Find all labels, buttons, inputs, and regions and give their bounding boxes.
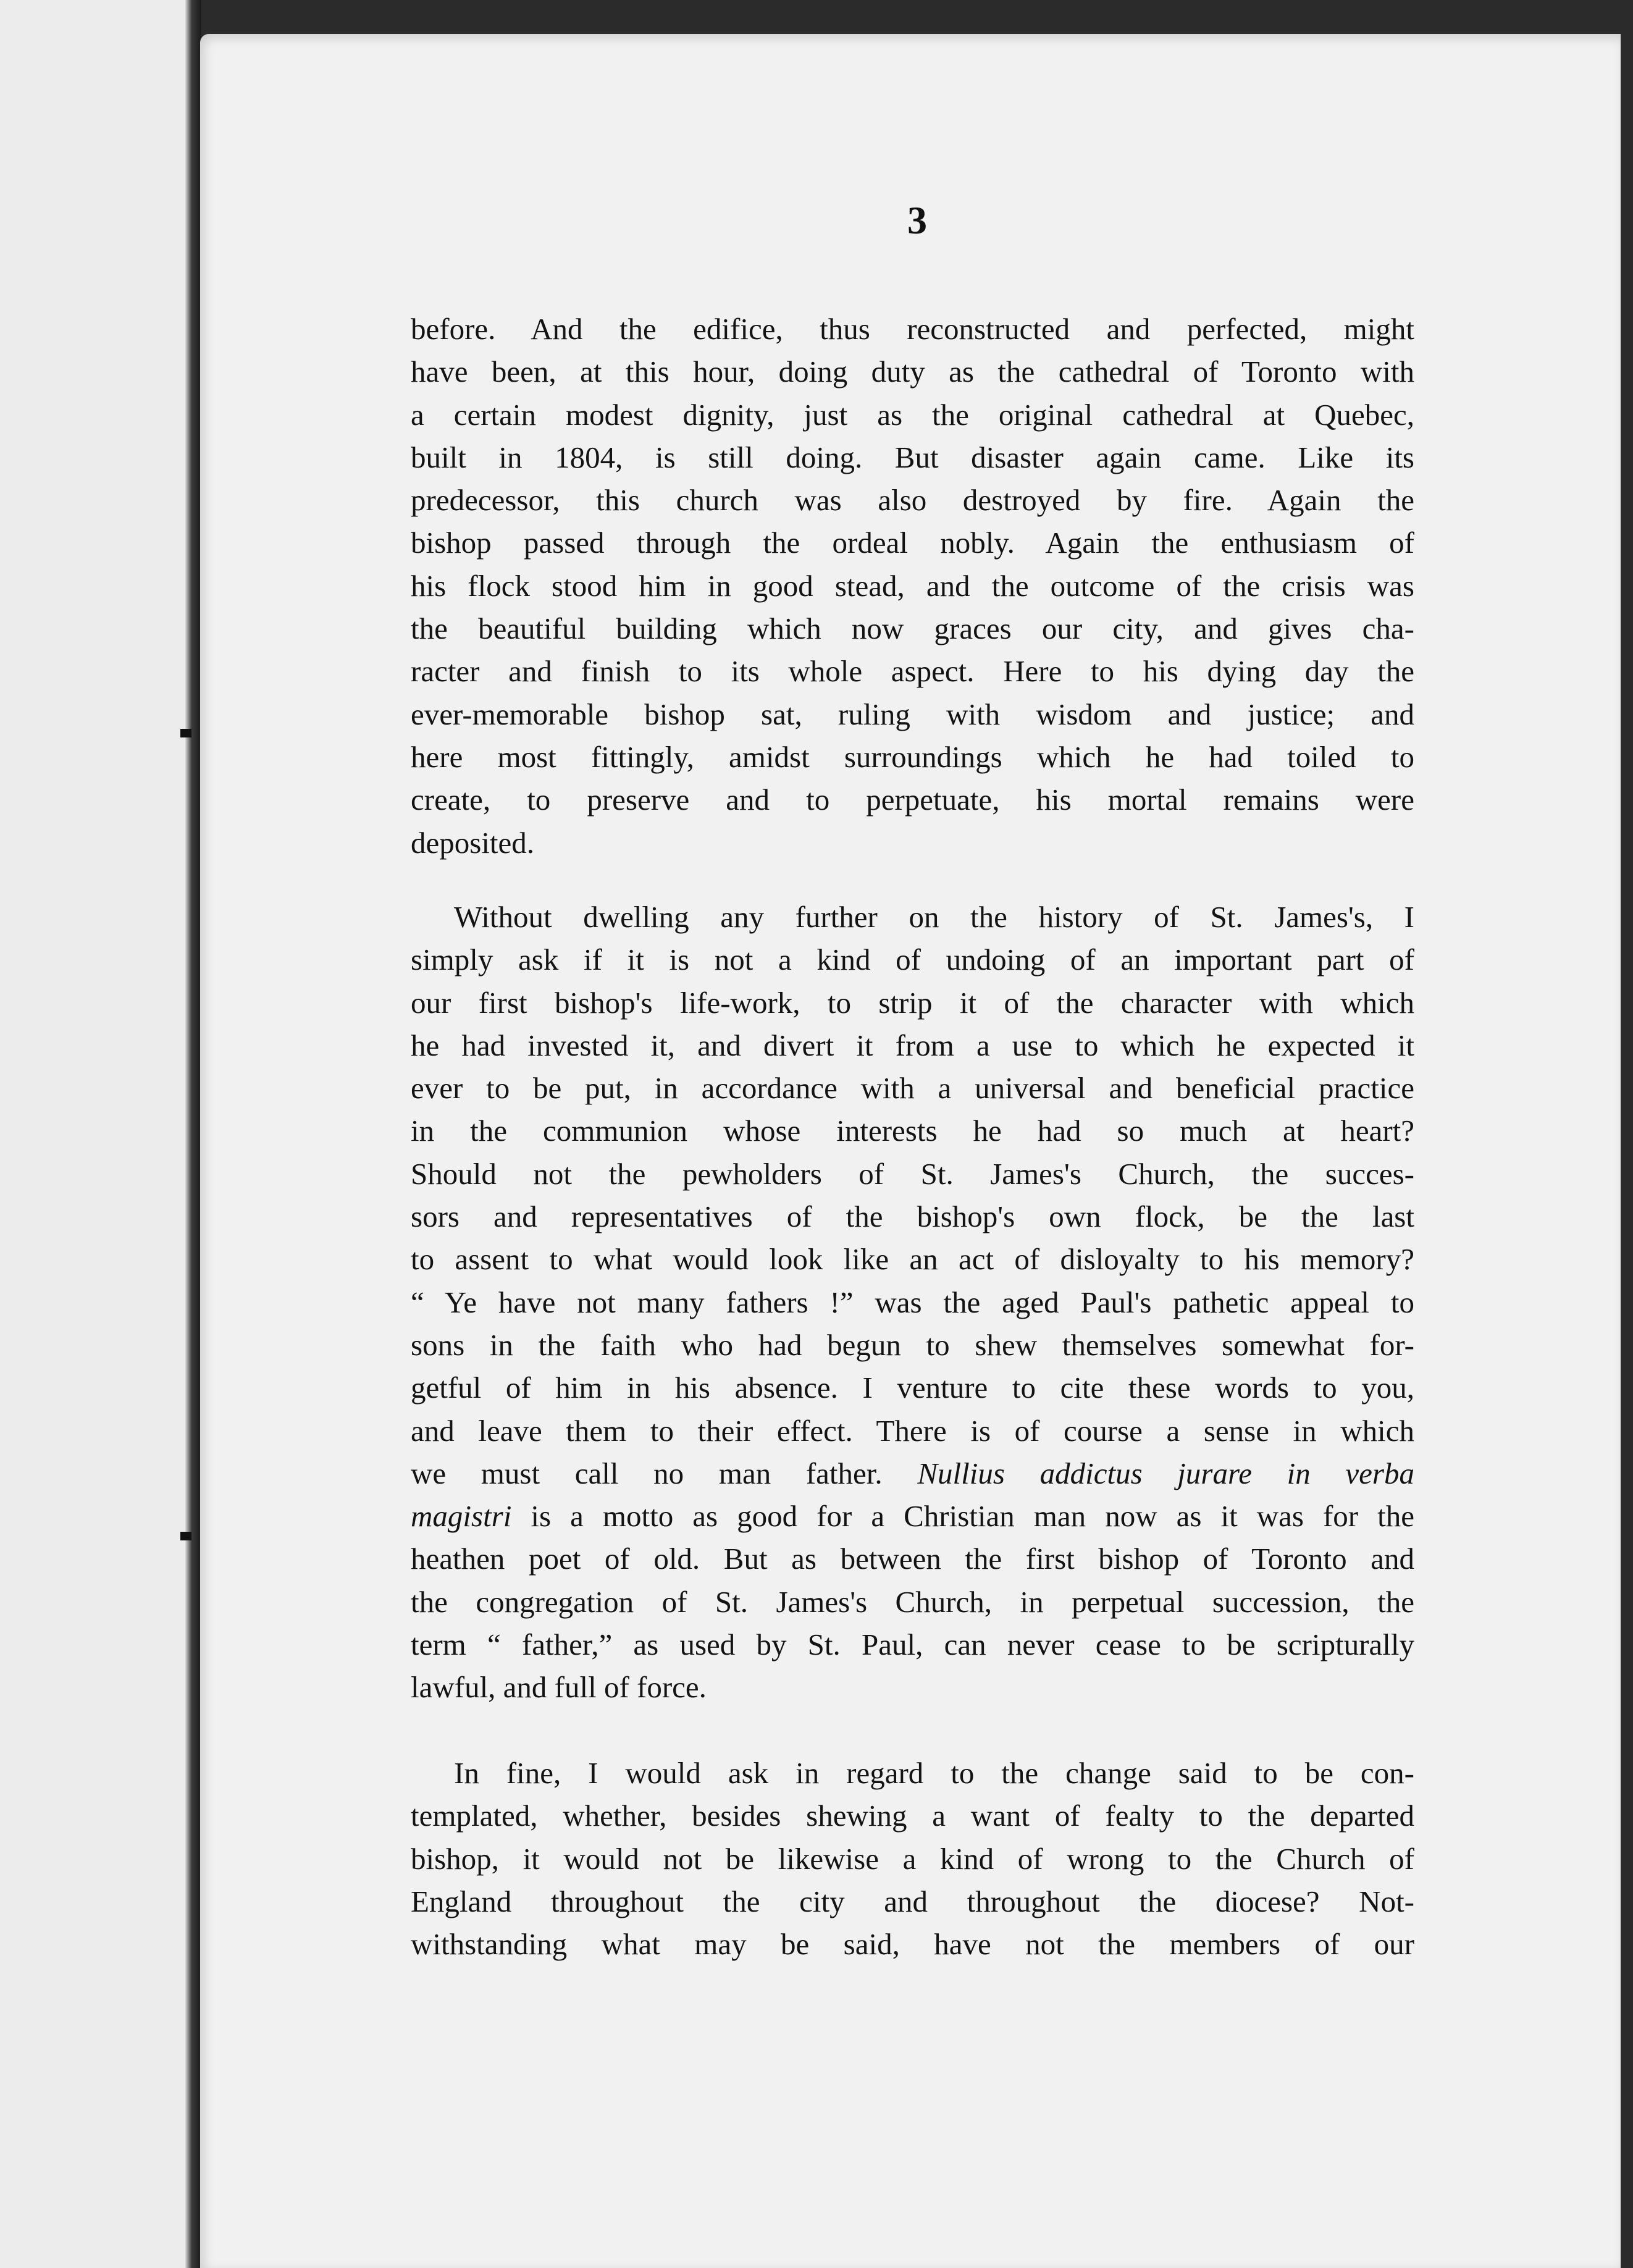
text-line: withstanding what may be said, have not the members of our: [411, 1927, 1414, 1962]
text-line: built in 1804, is still doing. But disaster again came. Like its: [411, 440, 1414, 474]
text-line: “ Ye have not many fathers !” was the aged Paul's pathetic appeal to: [411, 1285, 1414, 1319]
text-run: is a motto as good for a Christian man now as it was for the: [531, 1499, 1414, 1534]
text-line: the congregation of St. James's Church, in perpetual succession, the: [411, 1584, 1414, 1619]
text-line: ever-memorable bishop sat, ruling with wisdom and justice; and: [411, 697, 1414, 731]
text-line: heathen poet of old. But as between the first bishop of Toronto and: [411, 1542, 1414, 1576]
text-line: a certain modest dignity, just as the original cathedral at Quebec,: [411, 397, 1414, 432]
text-line: to assent to what would look like an act of disloyalty to his memory?: [411, 1242, 1414, 1277]
text-line: have been, at this hour, doing duty as the cathedral of Toronto with: [411, 355, 1414, 389]
text-line: and leave them to their effect. There is of course a sense in which: [411, 1413, 1414, 1448]
text-line: his flock stood him in good stead, and the outcome of the crisis was: [411, 568, 1414, 603]
text-line: In fine, I would ask in regard to the change said to be con-: [454, 1756, 1414, 1790]
text-line-with-latin: [411, 1452, 1414, 1495]
text-line: term “ father,” as used by St. Paul, can never cease to be scripturally: [411, 1628, 1414, 1662]
text-line: create, to preserve and to perpetuate, his mortal remains were: [411, 783, 1414, 817]
text-line: sors and representatives of the bishop's own flock, be the last: [411, 1199, 1414, 1234]
text-line-with-latin: [411, 1495, 1414, 1537]
text-line: simply ask if it is not a kind of undoing of an important part of: [411, 943, 1414, 977]
text-line: he had invested it, and divert it from a use to which he expected it: [411, 1028, 1414, 1062]
spine-mark: [180, 1532, 191, 1540]
text-line: ever to be put, in accordance with a universal and beneficial practice: [411, 1071, 1414, 1106]
text-line: before. And the edifice, thus reconstructed and perfected, might: [411, 312, 1414, 346]
text-line: templated, whether, besides shewing a want of fealty to the departed: [411, 1799, 1414, 1833]
text-line: Without dwelling any further on the history of St. James's, I: [454, 900, 1414, 934]
text-line: predecessor, this church was also destroyed by fire. Again the: [411, 483, 1414, 518]
text-line: here most fittingly, amidst surroundings which he had toiled to: [411, 739, 1414, 774]
text-line: bishop passed through the ordeal nobly. Again the enthusiasm of: [411, 526, 1414, 560]
text-line: our first bishop's life-work, to strip it of the character with which: [411, 985, 1414, 1020]
latin-motto-part-2: magistri: [411, 1499, 512, 1534]
paragraph-1: [411, 308, 1414, 864]
text-line: the beautiful building which now graces our city, and gives cha-: [411, 611, 1414, 646]
spine-mark: [180, 729, 191, 737]
text-line: sons in the faith who had begun to shew themselves somewhat for-: [411, 1327, 1414, 1362]
text-run: we must call no man father.: [411, 1456, 883, 1490]
text-line: Should not the pewholders of St. James's Church, the succes-: [411, 1156, 1414, 1191]
book-spine-gutter: [185, 0, 201, 2268]
paragraph-3: [411, 1752, 1414, 1965]
text-line: England throughout the city and throughout the diocese? Not-: [411, 1884, 1414, 1918]
page-number: 3: [907, 198, 927, 242]
text-line: lawful, and full of force.: [411, 1670, 707, 1705]
latin-motto-part-1: Nullius addictus jurare in verba: [917, 1456, 1415, 1490]
text-line: getful of him in his absence. I venture to cite these words to you,: [411, 1371, 1414, 1405]
text-line: racter and finish to its whole aspect. Here to his dying day the: [411, 654, 1414, 689]
text-line: bishop, it would not be likewise a kind of wrong to the Church of: [411, 1841, 1414, 1876]
facing-page-edge: [0, 0, 196, 2268]
text-line: in the communion whose interests he had so much at heart?: [411, 1114, 1414, 1148]
paragraph-2: [411, 896, 1414, 1709]
text-line: deposited.: [411, 825, 535, 860]
